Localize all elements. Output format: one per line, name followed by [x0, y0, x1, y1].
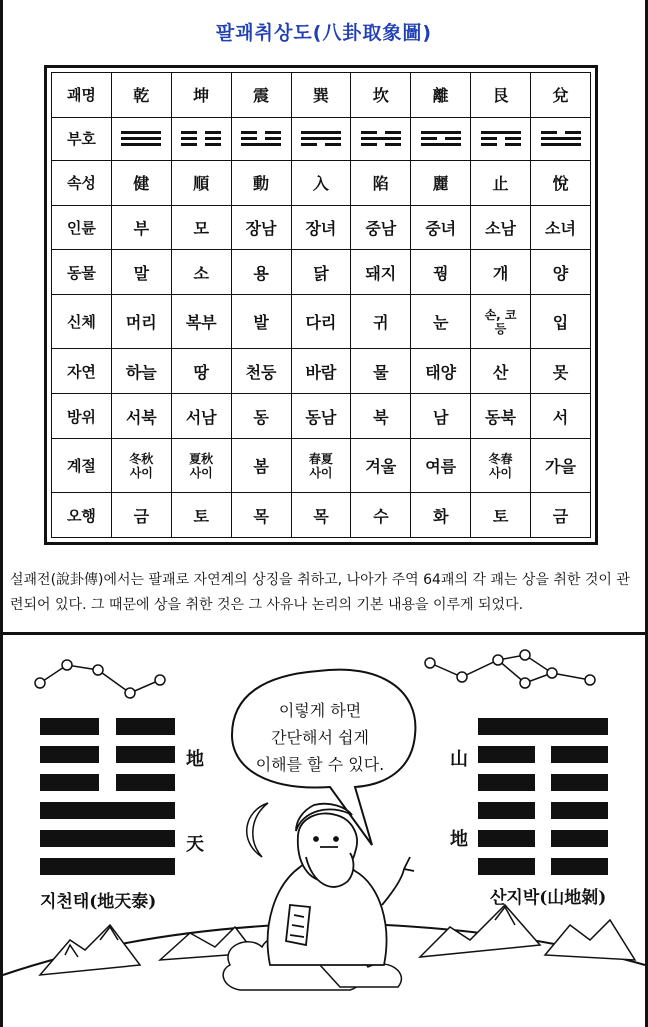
table-cell: 동남 — [291, 394, 351, 439]
hexagram-caption: 지천태(地天泰) — [40, 892, 157, 912]
page-title: 팔괘취상도(八卦取象圖) — [215, 22, 433, 44]
line-segment — [241, 137, 257, 140]
yin-line — [361, 131, 401, 134]
table-cell: 말 — [111, 250, 171, 295]
explanation-note: 설괘전(說卦傳)에서는 팔괘로 자연계의 상징을 취하고, 나아가 주역 64괘의 각 괘는 상을 취한 것이 관련되어 있다. 그 때문에 상을 취한 것은 그 사유나 논리의 기본 내용을 이루게 되었다. — [10, 572, 630, 613]
table-cell: 兌 — [531, 73, 591, 118]
mountains-right — [420, 905, 635, 960]
row-label-cell: 인륜 — [52, 205, 112, 250]
table-cell: 悅 — [531, 160, 591, 205]
yang-line — [541, 143, 581, 146]
line-segment — [301, 143, 317, 146]
line-segment — [445, 137, 461, 140]
table-cell: 중녀 — [411, 205, 471, 250]
table-cell: 健 — [111, 160, 171, 205]
row-label-cell: 계절 — [52, 438, 112, 492]
table-cell: 하늘 — [111, 349, 171, 394]
yin-line — [181, 131, 221, 134]
table-cell: 토 — [471, 493, 531, 538]
row-label-cell: 동물 — [52, 250, 112, 295]
table-cell: 겨울 — [351, 438, 411, 492]
table-cell: 소남 — [471, 205, 531, 250]
table-cell: 陷 — [351, 160, 411, 205]
yang-line — [241, 143, 281, 146]
line-segment — [116, 746, 175, 763]
table-cell: 손, 코 등 — [471, 295, 531, 349]
table-cell: 동 — [231, 394, 291, 439]
table-cell: 개 — [471, 250, 531, 295]
table-cell: 입 — [531, 295, 591, 349]
yin-line — [181, 143, 221, 146]
table-cell: 모 — [171, 205, 231, 250]
table-cell: 入 — [291, 160, 351, 205]
table-cell: 수 — [351, 493, 411, 538]
hexagram-jicheontae — [40, 718, 175, 886]
table-cell: 소 — [171, 250, 231, 295]
line-segment — [385, 143, 401, 146]
line-segment — [541, 131, 557, 134]
yang-line — [40, 830, 175, 847]
line-segment — [241, 131, 257, 134]
yin-line — [541, 131, 581, 134]
yang-line — [121, 143, 161, 146]
hexagram-upper-label: 地 — [186, 749, 204, 770]
line-segment — [421, 137, 437, 140]
table-cell: 머리 — [111, 295, 171, 349]
table-cell: 금 — [531, 493, 591, 538]
line-segment — [478, 858, 535, 875]
table-cell: 화 — [411, 493, 471, 538]
table-cell: 소녀 — [531, 205, 591, 250]
yin-line — [181, 137, 221, 140]
table-cell: 남 — [411, 394, 471, 439]
table-cell: 토 — [171, 493, 231, 538]
table-row — [52, 349, 591, 394]
line-segment — [205, 143, 221, 146]
table-cell: 乾 — [111, 73, 171, 118]
line-segment — [181, 137, 197, 140]
line-segment — [505, 137, 521, 140]
yin-line — [301, 143, 341, 146]
table-cell: 震 — [231, 73, 291, 118]
line-segment — [121, 143, 161, 146]
table-cell: 물 — [351, 349, 411, 394]
line-segment — [385, 131, 401, 134]
line-segment — [40, 858, 175, 875]
line-segment — [121, 137, 161, 140]
table-cell: 복부 — [171, 295, 231, 349]
hexagram-caption: 산지박(山地剝) — [490, 888, 607, 908]
yang-line — [301, 137, 341, 140]
hexagram-lower-label: 地 — [450, 829, 468, 850]
line-segment — [478, 746, 535, 763]
hexagram-lower-label: 天 — [186, 834, 204, 855]
table-cell: 다리 — [291, 295, 351, 349]
line-segment — [121, 131, 161, 134]
table-cell: 止 — [471, 160, 531, 205]
hexagram-sanjibak — [478, 718, 608, 886]
table-cell: 닭 — [291, 250, 351, 295]
trigram-symbol-icon — [351, 117, 411, 160]
row-label-cell: 오행 — [52, 493, 112, 538]
table-cell: 順 — [171, 160, 231, 205]
line-segment — [40, 746, 99, 763]
line-segment — [361, 137, 401, 140]
table-cell: 부 — [111, 205, 171, 250]
yin-line — [241, 137, 281, 140]
trigram-symbol-icon — [291, 117, 351, 160]
table-row — [52, 295, 591, 349]
table-cell: 장녀 — [291, 205, 351, 250]
row-label-cell: 신체 — [52, 295, 112, 349]
line-segment — [541, 143, 581, 146]
row-label-cell: 자연 — [52, 349, 112, 394]
crescent-moon-icon — [247, 803, 268, 857]
illustration-panel — [0, 635, 648, 1027]
table-cell: 서북 — [111, 394, 171, 439]
line-segment — [205, 131, 221, 134]
table-cell: 서남 — [171, 394, 231, 439]
yang-line — [541, 137, 581, 140]
yang-line — [421, 131, 461, 134]
trigram-symbol-icon — [471, 117, 531, 160]
table-cell: 麗 — [411, 160, 471, 205]
table-row — [52, 205, 591, 250]
line-segment — [361, 131, 377, 134]
line-segment — [478, 830, 535, 847]
line-segment — [551, 858, 608, 875]
yin-line — [478, 802, 608, 819]
table-row — [52, 160, 591, 205]
line-segment — [478, 774, 535, 791]
line-segment — [205, 137, 221, 140]
trigram-symbol-icon — [411, 117, 471, 160]
line-segment — [481, 131, 521, 134]
table-cell: 목 — [291, 493, 351, 538]
yang-line — [361, 137, 401, 140]
line-segment — [181, 131, 197, 134]
yin-line — [40, 746, 175, 763]
speech-line: 간단해서 쉽게 — [271, 728, 369, 747]
yang-line — [478, 718, 608, 735]
line-segment — [361, 143, 377, 146]
table-cell: 서 — [531, 394, 591, 439]
line-segment — [481, 143, 497, 146]
trigram-symbol-icon — [111, 117, 171, 160]
table-header-row — [52, 73, 591, 118]
row-label-cell: 속성 — [52, 160, 112, 205]
line-segment — [478, 802, 535, 819]
yin-line — [481, 137, 521, 140]
line-segment — [265, 131, 281, 134]
line-segment — [116, 774, 175, 791]
yang-line — [421, 143, 461, 146]
yin-line — [481, 143, 521, 146]
trigram-table — [51, 72, 591, 538]
table-cell: 바람 — [291, 349, 351, 394]
line-segment — [541, 137, 581, 140]
table-cell: 귀 — [351, 295, 411, 349]
trigram-symbol-row — [52, 117, 591, 160]
line-segment — [505, 143, 521, 146]
table-cell: 땅 — [171, 349, 231, 394]
row-label-cell: 부호 — [52, 117, 112, 160]
table-cell: 양 — [531, 250, 591, 295]
line-segment — [301, 131, 341, 134]
table-cell: 목 — [231, 493, 291, 538]
line-segment — [40, 718, 99, 735]
yang-line — [40, 858, 175, 875]
yang-line — [121, 137, 161, 140]
yin-line — [478, 746, 608, 763]
table-cell: 꿩 — [411, 250, 471, 295]
trigram-symbol-icon — [171, 117, 231, 160]
line-segment — [241, 143, 281, 146]
line-segment — [551, 802, 608, 819]
yin-line — [361, 143, 401, 146]
trigram-symbol-icon — [531, 117, 591, 160]
speech-line: 이해를 할 수 있다. — [255, 755, 385, 774]
line-segment — [265, 137, 281, 140]
trigram-symbol-icon — [231, 117, 291, 160]
table-cell: 천둥 — [231, 349, 291, 394]
yin-line — [421, 137, 461, 140]
yang-line — [121, 131, 161, 134]
line-segment — [301, 137, 341, 140]
table-cell: 夏秋 사이 — [171, 438, 231, 492]
mountains-left — [40, 925, 255, 975]
table-row — [52, 394, 591, 439]
table-cell: 여름 — [411, 438, 471, 492]
yin-line — [40, 774, 175, 791]
table-cell: 발 — [231, 295, 291, 349]
constellation-left — [35, 660, 165, 698]
yang-line — [301, 131, 341, 134]
yin-line — [40, 718, 175, 735]
table-cell: 冬秋 사이 — [111, 438, 171, 492]
line-segment — [116, 718, 175, 735]
table-cell: 동북 — [471, 394, 531, 439]
line-segment — [40, 802, 175, 819]
yang-line — [40, 802, 175, 819]
line-segment — [40, 830, 175, 847]
table-cell: 가을 — [531, 438, 591, 492]
table-cell: 돼지 — [351, 250, 411, 295]
speech-bubble-text — [240, 697, 400, 778]
sage-figure — [268, 804, 414, 965]
yin-line — [478, 774, 608, 791]
table-cell: 春夏 사이 — [291, 438, 351, 492]
table-row — [52, 493, 591, 538]
table-cell: 북 — [351, 394, 411, 439]
trigram-table-frame — [44, 65, 598, 545]
speech-line: 이렇게 하면 — [278, 701, 362, 720]
table-cell: 坤 — [171, 73, 231, 118]
line-segment — [481, 137, 497, 140]
table-cell: 장남 — [231, 205, 291, 250]
table-cell: 冬春 사이 — [471, 438, 531, 492]
constellation-right — [425, 650, 595, 688]
table-cell: 금 — [111, 493, 171, 538]
line-segment — [551, 830, 608, 847]
table-cell: 못 — [531, 349, 591, 394]
hexagram-upper-label: 山 — [450, 749, 468, 770]
table-cell: 動 — [231, 160, 291, 205]
yin-line — [241, 131, 281, 134]
table-cell: 눈 — [411, 295, 471, 349]
line-segment — [551, 746, 608, 763]
table-row — [52, 438, 591, 492]
table-cell: 중남 — [351, 205, 411, 250]
table-cell: 용 — [231, 250, 291, 295]
line-segment — [421, 143, 461, 146]
line-segment — [565, 131, 581, 134]
table-cell: 봄 — [231, 438, 291, 492]
line-segment — [181, 143, 197, 146]
line-segment — [478, 718, 608, 735]
yin-line — [478, 858, 608, 875]
line-segment — [551, 774, 608, 791]
table-cell: 坎 — [351, 73, 411, 118]
line-segment — [40, 774, 99, 791]
yin-line — [478, 830, 608, 847]
table-cell: 離 — [411, 73, 471, 118]
table-cell: 태양 — [411, 349, 471, 394]
line-segment — [421, 131, 461, 134]
yang-line — [481, 131, 521, 134]
table-row — [52, 250, 591, 295]
table-cell: 艮 — [471, 73, 531, 118]
table-cell: 산 — [471, 349, 531, 394]
line-segment — [325, 143, 341, 146]
table-cell: 巽 — [291, 73, 351, 118]
row-label-cell: 방위 — [52, 394, 112, 439]
row-label-cell: 괘명 — [52, 73, 112, 118]
